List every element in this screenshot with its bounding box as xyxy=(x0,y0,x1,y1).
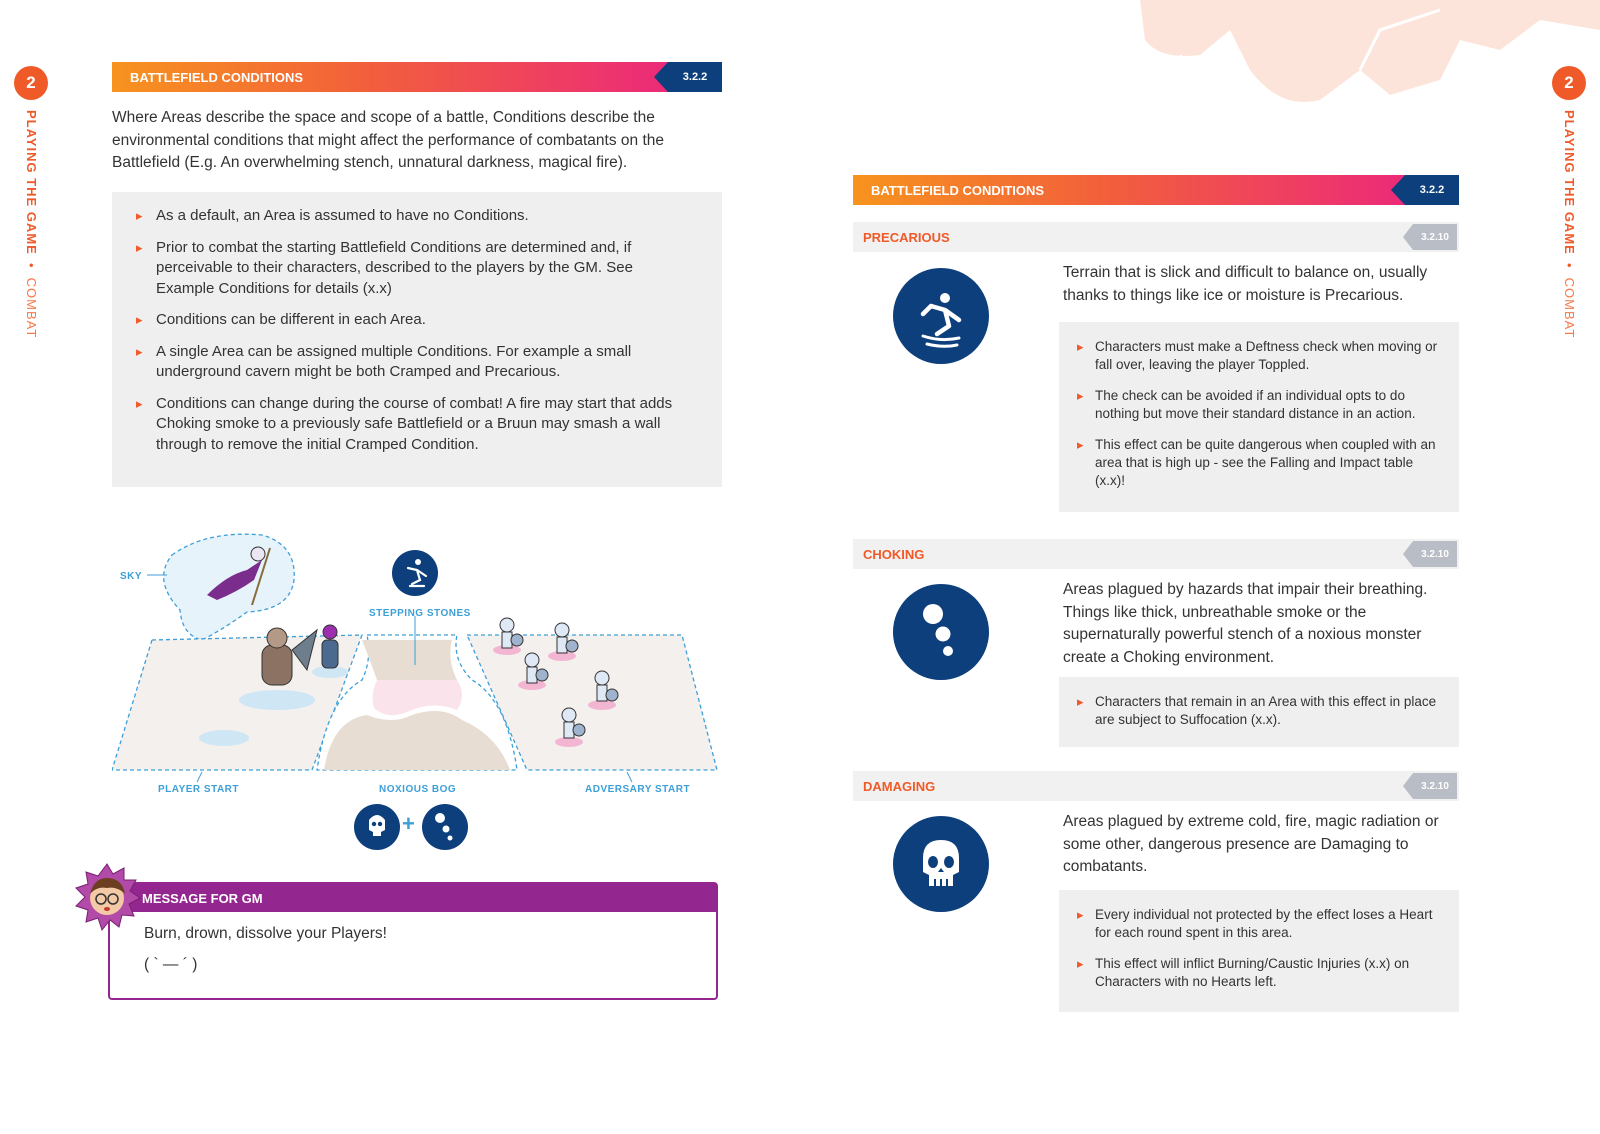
condition-rules-list xyxy=(1071,906,1439,991)
condition-rules-box xyxy=(1059,677,1459,747)
player-start-label: PLAYER START xyxy=(158,784,240,795)
bubbles-icon xyxy=(893,584,989,680)
list-item: ▸ Characters must make a Deftness check when moving or fall over, leaving the player Toppled. xyxy=(1071,338,1439,374)
condition-description: Areas plagued by extreme cold, fire, magic radiation or some other, dangerous presence are Damaging to combatants. xyxy=(1063,813,1439,875)
condition-number: 3.2.10 xyxy=(1413,224,1457,250)
bubbles-icon xyxy=(422,804,468,850)
section-title: COMBAT xyxy=(24,277,39,339)
condition-description: Terrain that is slick and difficult to balance on, usually thanks to things like ice or moisture is Precarious. xyxy=(1063,264,1428,304)
gm-message-title: MESSAGE FOR GM xyxy=(110,884,716,912)
condition-rules-box xyxy=(1059,322,1459,512)
condition-title: DAMAGING xyxy=(863,778,936,794)
noxious-bog-label: NOXIOUS BOG xyxy=(379,784,457,795)
mage-figure xyxy=(322,625,338,668)
chapter-title: PLAYING THE GAME xyxy=(24,110,39,255)
condition-title: CHOKING xyxy=(863,546,925,562)
chapter-separator: • xyxy=(24,263,39,270)
damaging-subheader xyxy=(853,771,1459,801)
list-item: ▸ Conditions can be different in each Area. xyxy=(130,310,692,331)
stepping-stones-label: STEPPING STONES xyxy=(369,608,471,619)
chapter-number-badge: 2 xyxy=(1552,66,1586,100)
battlefield-diagram xyxy=(112,520,722,850)
skull-icon xyxy=(354,804,400,850)
intro-paragraph: Where Areas describe the space and scope of a battle, Conditions describe the environmental conditions that might affect the performance of combatants on the Battlefield (E.g. An overwhelming stench, unnatural darkness, magical fire). xyxy=(112,109,665,171)
list-item: ▸ The check can be avoided if an individual opts to do nothing but move their standard distance in an action. xyxy=(1071,387,1439,423)
list-item: ▸ Every individual not protected by the effect loses a Heart for each round spent in this area. xyxy=(1071,906,1439,942)
battlefield-illustration xyxy=(112,520,722,850)
precarious-subheader xyxy=(853,222,1459,252)
condition-rules-list xyxy=(1071,338,1439,490)
chapter-side-tab-left xyxy=(14,66,54,338)
gm-avatar xyxy=(72,862,142,932)
adversary-start-label: ADVERSARY START xyxy=(585,784,691,795)
condition-rules-list xyxy=(1071,693,1439,729)
chapter-separator: • xyxy=(1562,263,1577,270)
slipping-figure-icon xyxy=(893,268,989,364)
chapter-number-badge: 2 xyxy=(14,66,48,100)
sky-label: SKY xyxy=(120,571,143,582)
gm-message-box xyxy=(108,882,718,1000)
condition-description: Areas plagued by hazards that impair their breathing. Things like thick, unbreathable smoke or the supernaturally powerful stench of a noxious monster create a Choking environment. xyxy=(1063,581,1428,666)
section-header-title: BATTLEFIELD CONDITIONS xyxy=(853,175,1405,205)
section-header-right xyxy=(853,175,1459,205)
list-item: ▸ This effect can be quite dangerous when coupled with an area that is high up - see the Falling and Impact table (x.x)! xyxy=(1071,436,1439,490)
chapter-title: PLAYING THE GAME xyxy=(1562,110,1577,255)
choking-subheader xyxy=(853,539,1459,569)
list-item: ▸ Characters that remain in an Area with this effect in place are subject to Suffocation (x.x). xyxy=(1071,693,1439,729)
section-header-number: 3.2.2 xyxy=(1405,175,1459,205)
list-item: ▸ A single Area can be assigned multiple Conditions. For example a small underground cavern might be both Cramped and Precarious. xyxy=(130,342,692,383)
chapter-side-tab-right xyxy=(1552,66,1592,338)
plus-sign: + xyxy=(402,811,416,836)
list-item: ▸ Conditions can change during the course of combat! A fire may start that adds Choking smoke to a previously safe Battlefield or a Bruun may smash a wall through to remove the initial Cramped Condition. xyxy=(130,394,692,456)
skeleton-figure xyxy=(500,618,523,648)
list-item: ▸ As a default, an Area is assumed to have no Conditions. xyxy=(130,206,692,227)
section-header-left xyxy=(112,62,722,92)
gm-message-line: ( ` — ´ ) xyxy=(144,956,198,973)
list-item: ▸ Prior to combat the starting Battlefield Conditions are determined and, if perceivable to their characters, described to the players by the GM. See Example Conditions for details (x.x) xyxy=(130,238,692,300)
section-title: COMBAT xyxy=(1562,277,1577,339)
chapter-label xyxy=(1562,110,1577,338)
condition-number: 3.2.10 xyxy=(1413,773,1457,799)
condition-rules-box xyxy=(1059,890,1459,1012)
section-header-number: 3.2.2 xyxy=(668,62,722,92)
chapter-label xyxy=(24,110,39,338)
conditions-rules-box xyxy=(112,192,722,487)
decorative-background-shape xyxy=(1140,0,1600,120)
conditions-rules-list xyxy=(130,206,692,455)
gm-message-line: Burn, drown, dissolve your Players! xyxy=(144,925,387,942)
section-header-title: BATTLEFIELD CONDITIONS xyxy=(112,62,668,92)
condition-number: 3.2.10 xyxy=(1413,541,1457,567)
stepping-stones-icon xyxy=(392,550,438,596)
skull-icon xyxy=(893,816,989,912)
condition-title: PRECARIOUS xyxy=(863,229,950,245)
list-item: ▸ This effect will inflict Burning/Caustic Injuries (x.x) on Characters with no Hearts left. xyxy=(1071,955,1439,991)
